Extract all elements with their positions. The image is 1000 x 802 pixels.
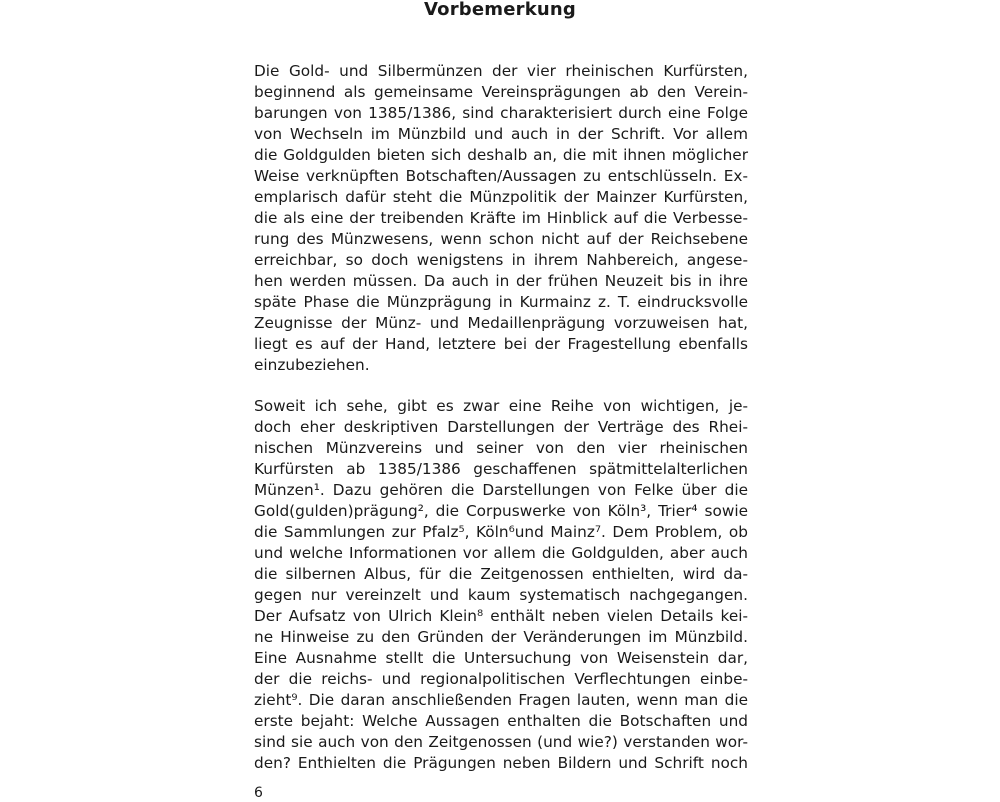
text-line: erste bejaht: Welche Aussagen enthalten die Botschaften und (254, 712, 748, 730)
text-line: Zeugnisse der Münz- und Medaillenprägung vorzuweisen hat, (254, 314, 748, 332)
text-line: Weise verknüpften Botschaften/Aussagen zu entschlüsseln. Ex- (254, 167, 748, 185)
text-line: barungen von 1385/1386, sind charakterisiert durch eine Folge (254, 104, 748, 122)
text-line: emplarisch dafür steht die Münzpolitik der Mainzer Kurfürsten, (254, 188, 748, 206)
text-line: hen werden müssen. Da auch in der frühen Neuzeit bis in ihre (254, 272, 748, 290)
text-line: Die Gold- und Silbermünzen der vier rheinischen Kurfürsten, (254, 62, 748, 80)
text-line: späte Phase die Münzprägung in Kurmainz z. T. eindrucksvolle (254, 293, 748, 311)
text-line: Der Aufsatz von Ulrich Klein⁸ enthält neben vielen Details kei- (254, 607, 748, 625)
text-line: doch eher deskriptiven Darstellungen der Verträge des Rhei- (254, 418, 748, 436)
text-line: von Wechseln im Münzbild und auch in der Schrift. Vor allem (254, 125, 748, 143)
text-line: der die reichs- und regionalpolitischen Verflechtungen einbe- (254, 670, 748, 688)
text-line: und welche Informationen vor allem die Goldgulden, aber auch (254, 544, 748, 562)
text-line: die silbernen Albus, für die Zeitgenossen enthielten, wird da- (254, 565, 748, 583)
text-line: gegen nur vereinzelt und kaum systematisch nachgegangen. (254, 586, 748, 604)
text-line: sind sie auch von den Zeitgenossen (und wie?) verstanden wor- (254, 733, 748, 751)
text-line: die als eine der treibenden Kräfte im Hinblick auf die Verbesse- (254, 209, 748, 227)
text-line: Eine Ausnahme stellt die Untersuchung von Weisenstein dar, (254, 649, 748, 667)
text-line: Gold(gulden)prägung², die Corpuswerke von Köln³, Trier⁴ sowie (254, 502, 748, 520)
text-line: Kurfürsten ab 1385/1386 geschaffenen spätmittelalterlichen (254, 460, 748, 478)
text-line: Münzen¹. Dazu gehören die Darstellungen von Felke über die (254, 481, 748, 499)
page-number: 6 (254, 785, 263, 801)
paragraph-2 (254, 396, 748, 774)
text-line: ne Hinweise zu den Gründen der Veränderungen im Münzbild. (254, 628, 748, 646)
text-line: den? Enthielten die Prägungen neben Bildern und Schrift noch (254, 754, 748, 772)
text-line: zieht⁹. Die daran anschließenden Fragen lauten, wenn man die (254, 691, 748, 709)
text-line: liegt es auf der Hand, letztere bei der Fragestellung ebenfalls (254, 335, 748, 353)
text-line: rung des Münzwesens, wenn schon nicht auf der Reichsebene (254, 230, 748, 248)
text-line: beginnend als gemeinsame Vereinsprägungen ab den Verein- (254, 83, 748, 101)
text-line: nischen Münzvereins und seiner von den vier rheinischen (254, 439, 748, 457)
text-line: einzubeziehen. (254, 356, 370, 374)
text-line: die Goldgulden bieten sich deshalb an, die mit ihnen möglicher (254, 146, 748, 164)
text-line: Soweit ich sehe, gibt es zwar eine Reihe von wichtigen, je- (254, 397, 748, 415)
text-line: erreichbar, so doch wenigstens in ihrem Nahbereich, angese- (254, 251, 748, 269)
paragraph-1 (254, 61, 748, 376)
text-line: die Sammlungen zur Pfalz⁵, Köln⁶und Mainz⁷. Dem Problem, ob (254, 523, 748, 541)
page-title: Vorbemerkung (423, 0, 576, 20)
